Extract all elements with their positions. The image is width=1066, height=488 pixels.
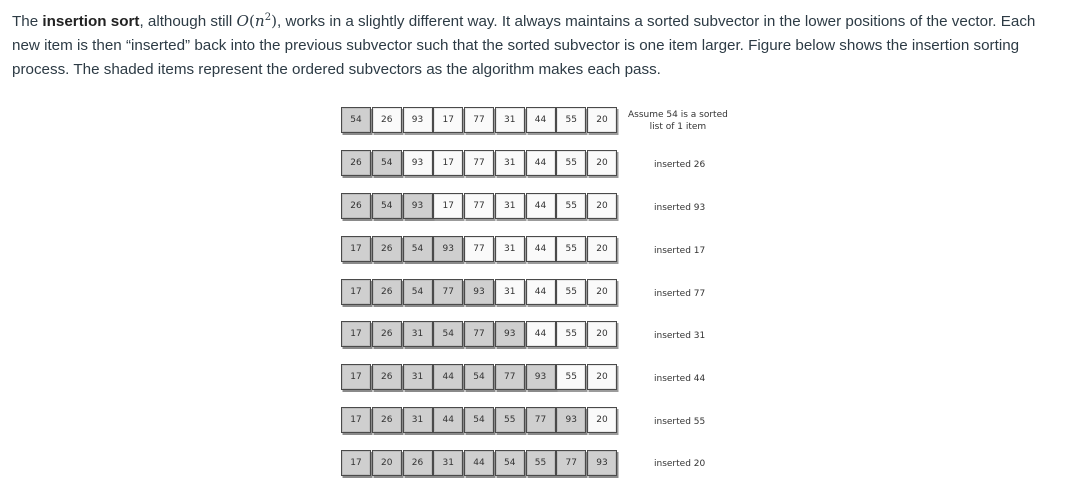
vector-cell: 26: [341, 193, 371, 219]
vector-cell: 55: [556, 321, 586, 347]
vector-cell: 20: [587, 193, 617, 219]
vector-cell: 17: [341, 407, 371, 433]
vector-cell: 55: [556, 279, 586, 305]
vector-cell: 77: [556, 450, 586, 476]
vector-cell: 93: [403, 107, 433, 133]
vector-cell: 54: [403, 236, 433, 262]
vector-cell: 55: [556, 107, 586, 133]
vector-cell: 54: [372, 193, 402, 219]
vector-cell: 31: [403, 321, 433, 347]
pass-row: [341, 150, 619, 178]
vector-cell: 44: [526, 107, 556, 133]
vector-cell: 55: [526, 450, 556, 476]
vector-cell: 93: [464, 279, 494, 305]
para-text-3: , works in a slightly different way. It always maintains a sorted subvector in the lower positions of the vector. Each new item is then “inserted” back into the previous subvector such that the sorted subvector is one item larger. Figure below shows the insertion sorting process. The shaded items represent the ordered subvectors as the algorithm makes each pass.: [12, 13, 1036, 79]
pass-label: inserted 44: [654, 374, 706, 384]
vector-cell: 17: [433, 107, 463, 133]
vector-cell: 26: [372, 364, 402, 390]
vector-cell: 31: [403, 407, 433, 433]
vector-cell: 55: [556, 364, 586, 390]
para-text-1: The: [12, 13, 43, 31]
vector-cell: 17: [433, 193, 463, 219]
vector-cell: 44: [526, 150, 556, 176]
pass-label: inserted 17: [654, 246, 706, 256]
vector-cell: 20: [372, 450, 402, 476]
vector-cell: 93: [587, 450, 617, 476]
pass-label: inserted 31: [654, 331, 706, 341]
vector-cell: 44: [464, 450, 494, 476]
vector-cell: 93: [403, 150, 433, 176]
vector-cell: 26: [403, 450, 433, 476]
vector-cell: 44: [526, 279, 556, 305]
vector-cell: 20: [587, 107, 617, 133]
big-o-notation: $O(n^2)$: [236, 12, 278, 31]
pass-row: [341, 236, 619, 264]
vector-cell: 77: [464, 150, 494, 176]
pass-row: [341, 321, 619, 349]
vector-cell: 31: [495, 279, 525, 305]
vector-cell: 55: [556, 150, 586, 176]
vector-cell: 26: [372, 107, 402, 133]
vector-cell: 20: [587, 236, 617, 262]
vector-cell: 54: [433, 321, 463, 347]
pass-row: [341, 450, 619, 478]
vector-cell: 44: [433, 364, 463, 390]
vector-cell: 20: [587, 364, 617, 390]
pass-label: inserted 55: [654, 417, 706, 427]
vector-cell: 55: [495, 407, 525, 433]
pass-row: [341, 107, 619, 135]
vector-cell: 44: [526, 321, 556, 347]
vector-cell: 93: [526, 364, 556, 390]
vector-cell: 44: [526, 236, 556, 262]
vector-cell: 31: [433, 450, 463, 476]
vector-cell: 31: [495, 107, 525, 133]
vector-cell: 31: [495, 150, 525, 176]
vector-cell: 93: [495, 321, 525, 347]
pass-row: [341, 279, 619, 307]
vector-cell: 77: [526, 407, 556, 433]
vector-cell: 93: [403, 193, 433, 219]
vector-cell: 31: [403, 364, 433, 390]
pass-label: Assume 54 is a sorted list of 1 item: [628, 110, 728, 132]
vector-cell: 54: [464, 364, 494, 390]
vector-cell: 54: [341, 107, 371, 133]
vector-cell: 26: [372, 236, 402, 262]
vector-cell: 77: [464, 321, 494, 347]
vector-cell: 17: [341, 364, 371, 390]
pass-label: inserted 93: [654, 203, 706, 213]
vector-cell: 93: [433, 236, 463, 262]
vector-cell: 77: [433, 279, 463, 305]
vector-cell: 20: [587, 150, 617, 176]
vector-cell: 54: [495, 450, 525, 476]
vector-cell: 44: [433, 407, 463, 433]
vector-cell: 44: [526, 193, 556, 219]
vector-cell: 17: [433, 150, 463, 176]
vector-cell: 26: [372, 279, 402, 305]
pass-label: inserted 26: [654, 160, 706, 170]
pass-row: [341, 407, 619, 435]
vector-cell: 93: [556, 407, 586, 433]
vector-cell: 31: [495, 236, 525, 262]
vector-cell: 17: [341, 279, 371, 305]
vector-cell: 55: [556, 236, 586, 262]
vector-cell: 54: [464, 407, 494, 433]
vector-cell: 26: [372, 407, 402, 433]
vector-cell: 31: [495, 193, 525, 219]
vector-cell: 77: [464, 107, 494, 133]
vector-cell: 26: [341, 150, 371, 176]
vector-cell: 54: [372, 150, 402, 176]
vector-cell: 77: [495, 364, 525, 390]
para-text-2: , although still: [139, 13, 237, 31]
pass-label: inserted 20: [654, 459, 706, 469]
pass-row: [341, 193, 619, 221]
vector-cell: 17: [341, 236, 371, 262]
vector-cell: 20: [587, 279, 617, 305]
vector-cell: 77: [464, 193, 494, 219]
vector-cell: 26: [372, 321, 402, 347]
vector-cell: 17: [341, 321, 371, 347]
vector-cell: 55: [556, 193, 586, 219]
insertion-sort-term: insertion sort: [42, 13, 140, 31]
vector-cell: 20: [587, 321, 617, 347]
vector-cell: 77: [464, 236, 494, 262]
pass-row: [341, 364, 619, 392]
vector-cell: 20: [587, 407, 617, 433]
vector-cell: 17: [341, 450, 371, 476]
pass-label: inserted 77: [654, 289, 706, 299]
vector-cell: 54: [403, 279, 433, 305]
